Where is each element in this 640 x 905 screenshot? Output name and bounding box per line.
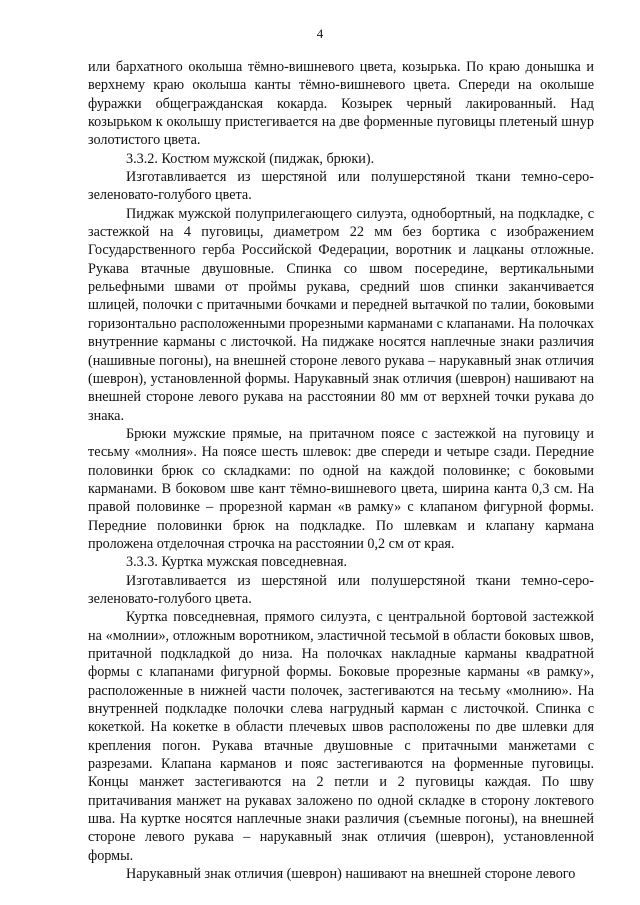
paragraph-casual-jacket-description: Куртка повседневная, прямого силуэта, с центральной бортовой застежкой на «молнии», отложным воротником, эластичной тесьмой в области боковых швов, притачной подкладкой до низа. На полочках накладные карманы квадратной формы с клапанами фигурной формы. Боковые прорезные карманы «в рамку», расположенные в нижней части полочек, застегиваются на тесьму «молнию». На внутренней подкладке полочки слева нагрудный карман с листочкой. Спинка с кокеткой. На кокетке в области плечевых швов расположены по две шлевки для крепления погон. Рукава втачные двушовные с притачными манжетами с разрезами. Клапана карманов и пояс застегиваются на форменные пуговицы. Концы манжет застегиваются на 2 петли и 2 пуговицы каждая. По шву притачивания манжет на рукавах заложено по одной складке в сторону локтевого шва. На куртке носятся наплечные знаки различия (съемные погоны), на внешней стороне левого рукава – нарукавный знак отличия (шеврон), установленной формы. <box>88 609 594 864</box>
paragraph-cap-description: или бархатного околыша тёмно-вишневого цвета, козырька. По краю донышка и верхнему краю околыша канты тёмно-вишневого цвета. Спереди на околыше фуражки общегражданская кокарда. Козырек черный лакированный. Над козырьком к околышу пристегивается на две форменные пуговицы плетеный шнур золотистого цвета. <box>88 59 594 149</box>
section-heading-3-3-2: 3.3.2. Костюм мужской (пиджак, брюки). <box>126 150 375 167</box>
section-heading-3-3-3: 3.3.3. Куртка мужская повседневная. <box>126 554 348 571</box>
document-body <box>88 58 594 883</box>
paragraph-trousers-description: Брюки мужские прямые, на притачном поясе с застежкой на пуговицу и тесьму «молния». На поясе шесть шлевок: две спереди и четыре сзади. Передние половинки брюк со складками: по одной на каждой половинке; с боковыми карманами. В боковом шве кант тёмно-вишневого цвета, ширина канта 0,3 см. На правой половинке – прорезной карман «в рамку» с клапаном фигурной формы. Передние половинки брюк на подкладке. По шлевкам и клапану кармана проложена отделочная строчка на расстоянии 0,2 см от края. <box>88 425 594 552</box>
paragraph-suit-fabric: Изготавливается из шерстяной или полушерстяной ткани темно-серо-зеленовато-голубого цвета. <box>88 169 594 204</box>
paragraph-chevron-placement: Нарукавный знак отличия (шеврон) нашивают на внешней стороне левого <box>126 866 576 883</box>
paragraph-jacket-description: Пиджак мужской полуприлегающего силуэта, однобортный, на подкладке, с застежкой на 4 пуговицы, диаметром 22 мм без бортика с изображением Государственного герба Российской Федерации, воротник и лацканы отложные. Рукава втачные двушовные. Спинка со швом посередине, вертикальными рельефными швами от проймы рукава, средний шов спинки заканчивается шлицей, полочки с притачными бочками и передней вытачкой по талии, боковыми горизонтально расположенными прорезными карманами с клапанами. На полочках внутренние карманы с листочкой. На пиджаке носятся наплечные знаки различия (нашивные погоны), на внешней стороне левого рукава – нарукавный знак отличия (шеврон), установленной формы. Нарукавный знак отличия (шеврон) нашивают на внешней стороне левого рукава на расстоянии 80 мм от верхней точки рукава до знака. <box>88 205 594 424</box>
page-number: 4 <box>316 26 324 41</box>
paragraph-casual-jacket-fabric: Изготавливается из шерстяной или полушерстяной ткани темно-серо-зеленовато-голубого цвета. <box>88 572 594 607</box>
